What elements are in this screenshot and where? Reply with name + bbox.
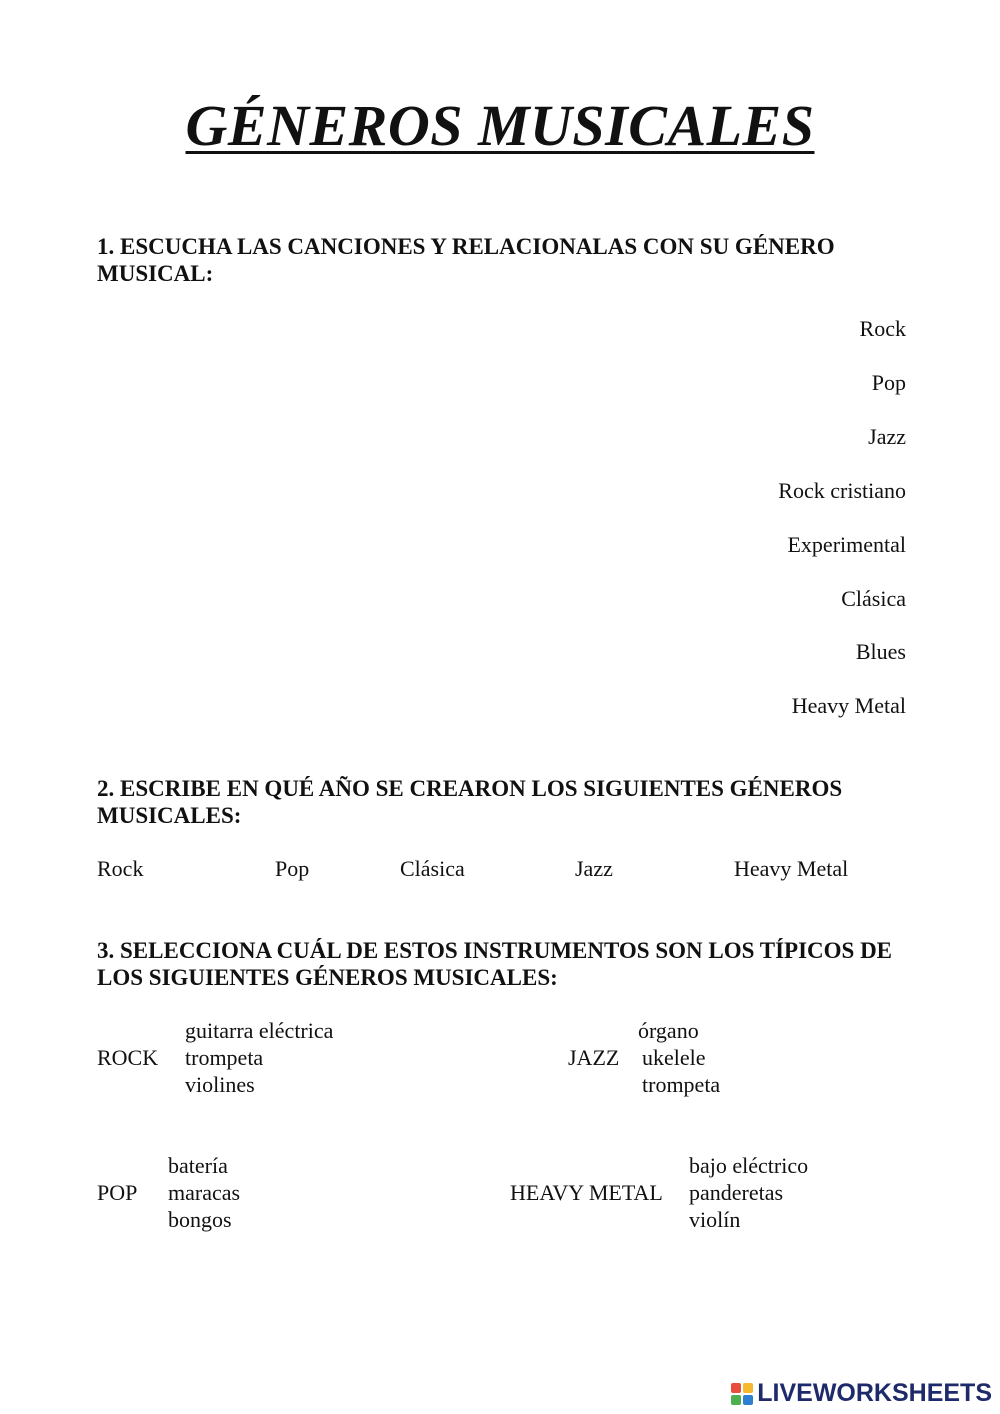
heavy-metal-genre-label: HEAVY METAL	[510, 1180, 663, 1205]
heavy-metal-option-3[interactable]: violín	[689, 1207, 741, 1232]
rock-option-3[interactable]: violines	[185, 1072, 255, 1097]
jazz-option-2[interactable]: ukelele	[642, 1045, 706, 1070]
genre-option-rock[interactable]: Rock	[859, 316, 906, 341]
genre-option-blues[interactable]: Blues	[855, 639, 906, 664]
brand-name: LIVEWORKSHEETS	[757, 1379, 992, 1407]
year-label-jazz: Jazz	[575, 856, 613, 881]
jazz-option-3[interactable]: trompeta	[642, 1072, 721, 1097]
year-label-rock: Rock	[97, 856, 144, 881]
heavy-metal-option-2[interactable]: panderetas	[689, 1180, 784, 1205]
heavy-metal-option-1[interactable]: bajo eléctrico	[689, 1153, 809, 1178]
pop-option-3[interactable]: bongos	[168, 1207, 232, 1232]
logo-square-1	[731, 1383, 741, 1393]
rock-option-2[interactable]: trompeta	[185, 1045, 264, 1070]
jazz-genre-label: JAZZ	[568, 1045, 620, 1070]
rock-genre-label: ROCK	[97, 1045, 159, 1070]
liveworksheets-logo-icon	[731, 1383, 753, 1405]
logo-square-4	[743, 1395, 753, 1405]
section2-heading: 2. ESCRIBE EN QUÉ AÑO SE CREARON LOS SIGUIENTES GÉNEROS MUSICALES:	[97, 776, 843, 828]
pop-genre-label: POP	[97, 1180, 138, 1205]
genre-option-clasica[interactable]: Clásica	[841, 586, 906, 611]
jazz-option-1[interactable]: órgano	[638, 1018, 699, 1043]
genre-option-experimental[interactable]: Experimental	[787, 532, 906, 557]
liveworksheets-brand	[731, 1379, 992, 1408]
genre-option-jazz[interactable]: Jazz	[868, 424, 906, 449]
genre-option-heavy-metal[interactable]: Heavy Metal	[791, 693, 906, 718]
genre-option-pop[interactable]: Pop	[871, 370, 906, 395]
year-label-heavy-metal: Heavy Metal	[734, 856, 849, 881]
rock-option-1[interactable]: guitarra eléctrica	[185, 1018, 334, 1043]
year-label-clasica: Clásica	[400, 856, 465, 881]
pop-option-1[interactable]: batería	[168, 1153, 228, 1178]
section1-heading: 1. ESCUCHA LAS CANCIONES Y RELACIONALAS CON SU GÉNERO MUSICAL:	[97, 234, 835, 286]
logo-square-3	[731, 1395, 741, 1405]
pop-option-2[interactable]: maracas	[168, 1180, 241, 1205]
section3-heading: 3. SELECCIONA CUÁL DE ESTOS INSTRUMENTOS SON LOS TÍPICOS DE LOS SIGUIENTES GÉNEROS MUSICALES:	[97, 938, 893, 990]
genre-option-rock-cristiano[interactable]: Rock cristiano	[778, 478, 906, 503]
year-label-pop: Pop	[275, 856, 310, 881]
logo-square-2	[743, 1383, 753, 1393]
page-title: GÉNEROS MUSICALES	[185, 93, 815, 158]
